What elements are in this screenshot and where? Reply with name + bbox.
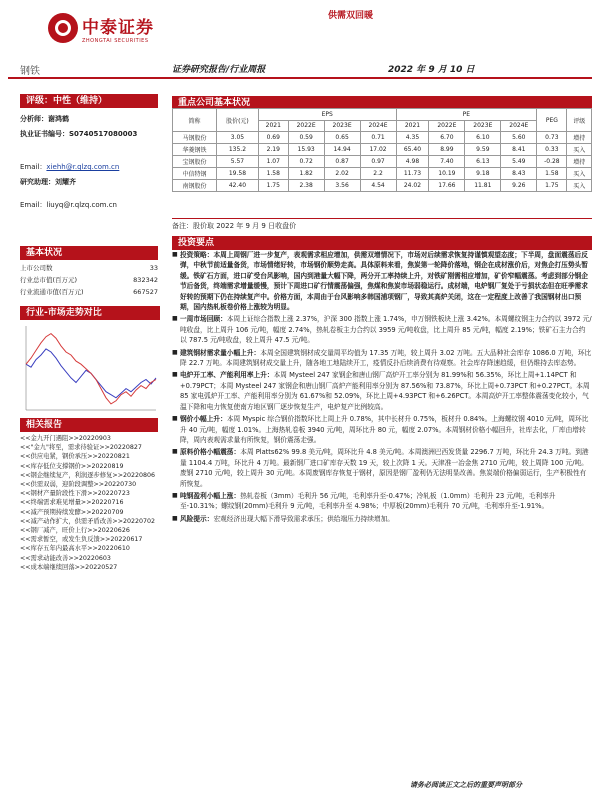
table-cell: 4.35	[396, 132, 429, 144]
email-label: Email：	[20, 163, 47, 171]
report-date: 2022 年 9 月 10 日	[388, 65, 475, 75]
table-cell: 2.19	[258, 144, 288, 156]
table-cell: 11.81	[465, 180, 501, 192]
paragraph-lead: 投资策略：	[180, 251, 214, 259]
related-report-link[interactable]: <<钢企继续复产，利润逐步修复>>20220806	[20, 471, 156, 479]
table-note: 备注：股价取 2022 年 9 月 9 日收盘价	[172, 218, 592, 231]
paragraph-lead: 建筑钢材需求量小幅上升：	[180, 348, 261, 357]
table-cell: 8.41	[501, 144, 537, 156]
table-cell: 0.71	[360, 132, 396, 144]
table-cell: 0.97	[360, 156, 396, 168]
col-peg: PEG	[537, 109, 567, 132]
col-pe: PE	[396, 109, 537, 121]
related-report-link[interactable]: <<金九开门遇阻>>20220903	[20, 435, 111, 442]
report-type: 证券研究报告/行业周报	[172, 65, 266, 75]
table-row	[173, 180, 592, 192]
related-report-link[interactable]: <<需求动能改善>>20220603	[20, 554, 111, 562]
table-cell: 0.72	[288, 156, 324, 168]
table-cell: 9.59	[465, 144, 501, 156]
paragraph-text: 本周上周钢厂进一步复产，表观需求相应增加，供需双增情况下，市场对后续需求恢复持谨慎观望态度；下半周，盘面震荡后反弹，中秋节前适量备货，市场情绪好转，市场钢价顺势走高。具体原料来看，焦炭第一轮降价落地，钢企在成材涨价后，对焦企打压势头暂缓。铁矿石方面，进口矿受台风影响，国内到港量大幅下降，两分开工率持续上升，对铁矿刚需相应增加，矿价窄幅震荡。考虑到部分钢企节后备货，终端需求增量缓慢，预计下周进口矿行情震荡偏强，焦煤和焦炭市场弱稳运行。成材端，电炉钢厂复处于亏损状态但在旺季需求好转的预期下仍在持续复产中。价格方面，本周由于台风影响多韩国浦项钢厂，导致其高炉关闭，这在一定程度上改善了我国钢材出口预期，国内热轧板卷价格上涨较为明显。	[180, 251, 588, 312]
table-cell: 5.49	[501, 156, 537, 168]
table-cell: 42.40	[217, 180, 259, 192]
report-headline: 供需双回暖	[328, 11, 374, 21]
table-cell: 19.58	[217, 168, 259, 180]
basic-info-table	[20, 262, 158, 298]
highlight-paragraph	[172, 250, 592, 312]
table-cell: 9.18	[465, 168, 501, 180]
related-report-link[interactable]: <<库存低位支撑钢价>>20220819	[20, 462, 124, 470]
bullet-icon: ■	[172, 415, 178, 423]
paragraph-text: 本周 Myspic 综合钢价指数环比上周上升 0.78%，其中长材升 0.75%，板材升 0.84%。上海螺纹钢 4010 元/吨，周环比升 40 元/吨，幅度 1.01%。上海热轧卷板 3940 元/吨，周环比升 80 元，幅度 2.07%。本周钢材价格小幅回升，社库去化，厂库由增转降，周内表观需求量有所恢复，钢价震荡走强。	[180, 415, 589, 444]
year-header: 2022E	[288, 120, 324, 132]
table-cell: 1.75	[537, 180, 567, 192]
table-cell: 8.99	[429, 144, 465, 156]
bullet-icon: ■	[172, 491, 178, 499]
table-cell: 14.94	[324, 144, 360, 156]
paragraph-body	[180, 348, 592, 369]
paragraph-lead: 原料价格小幅震荡：	[180, 448, 241, 457]
table-cell: 中信特钢	[173, 168, 217, 180]
table-cell: 7.40	[429, 156, 465, 168]
col-price: 股价(元)	[217, 109, 259, 132]
header-divider	[8, 77, 592, 79]
email-label: Email：	[20, 201, 47, 209]
table-cell: 3.05	[217, 132, 259, 144]
table-cell: 2.2	[360, 168, 396, 180]
bullet-icon: ■	[172, 448, 178, 456]
year-header: 2021	[258, 120, 288, 132]
market-trend-chart	[20, 320, 160, 420]
highlight-paragraph	[172, 314, 592, 345]
table-cell: 0.65	[324, 132, 360, 144]
related-report-link[interactable]: <<供需双弱，迎阶段调整>>20220730	[20, 481, 137, 489]
related-report-link[interactable]: <<减产预期持续发酵>>20220709	[20, 508, 124, 516]
basic-value: 667527	[133, 288, 158, 296]
highlight-paragraph	[172, 491, 592, 512]
highlight-paragraph	[172, 348, 592, 369]
table-cell: 2.38	[288, 180, 324, 192]
table-cell: 0.73	[537, 132, 567, 144]
table-cell: 17.02	[360, 144, 396, 156]
table-cell: 买入	[567, 168, 592, 180]
table-cell: 南钢股份	[173, 180, 217, 192]
col-rating: 评级	[567, 109, 592, 132]
table-cell: 4.98	[396, 156, 429, 168]
paragraph-body	[180, 514, 394, 524]
paragraph-lead: 吨钢盈利小幅上涨：	[180, 491, 241, 500]
assistant-label: 研究助理：	[20, 178, 55, 186]
table-cell: 买入	[567, 180, 592, 192]
table-row	[173, 144, 592, 156]
basic-row	[20, 262, 158, 274]
table-cell: 增持	[567, 132, 592, 144]
related-report-link[interactable]: <<减产动作扩大，供需矛盾改善>>20220702	[20, 517, 156, 525]
basic-value: 832342	[133, 276, 158, 284]
paragraph-text: 本周 Mysteel 247 家钢企和唐山钢厂高炉开工率分别为 81.99%和 56.35%，环比上周+1.14PCT 和+0.79PCT；本周 Mysteel 247 家钢企和唐山钢厂高炉产能利用率分别为 87.56%和 73.87%，环比上周+0.73PCT 和+0.27PCT。本周 85 家电弧炉开工率、产能利用率分别为 61.67%和 52.09%，环比上周+4.93PCT 和+6.26PCT。本周高炉开工率整体震荡变化较小，气温下降和电力恢复使南方地区钢厂逐步恢复生产，电炉复产比例较高。	[180, 371, 590, 411]
highlight-paragraph	[172, 370, 592, 412]
year-header: 2024E	[501, 120, 537, 132]
analyst-email-link[interactable]: xiehh@r.qlzq.com.cn	[46, 163, 120, 171]
paragraph-body	[180, 491, 592, 512]
table-cell: 6.10	[465, 132, 501, 144]
rating-badge: 评级：中性（维持）	[20, 94, 158, 108]
table-row	[173, 132, 592, 144]
related-report-link[interactable]: <<"金九"将至，需求待验证>>20220827	[20, 444, 142, 452]
brand-name-cn: 中泰证券	[82, 17, 154, 38]
bullet-icon: ■	[172, 371, 178, 379]
paragraph-lead: 风险提示：	[180, 514, 214, 523]
related-report-link[interactable]: <<需求暂空，或发生负反馈>>20220617	[20, 536, 143, 544]
table-cell: 5.60	[501, 132, 537, 144]
table-cell: 增持	[567, 156, 592, 168]
bullet-icon: ■	[172, 514, 178, 522]
investment-highlights	[172, 250, 592, 526]
market-chart-title: 行业-市场走势对比	[20, 306, 160, 320]
table-cell: 买入	[567, 144, 592, 156]
key-companies-table	[172, 108, 592, 192]
related-report-link[interactable]: <<终端需求难见增量>>20220716	[20, 499, 124, 507]
investment-highlights-title: 投资要点	[172, 236, 592, 250]
table-row	[173, 168, 592, 180]
paragraph-body	[180, 250, 592, 312]
table-cell: 135.2	[217, 144, 259, 156]
table-cell: 8.43	[501, 168, 537, 180]
basic-row	[20, 274, 158, 286]
license-label: 执业证书编号：	[20, 130, 69, 138]
paragraph-lead: 钢价小幅上升：	[180, 415, 227, 424]
paragraph-text: 本周上证综合指数上涨 2.37%，沪深 300 指数上涨 1.74%，申万钢铁板块上涨 3.42%。本周螺纹钢主力合约以 3972 元/吨收盘，比上周升 106 元/吨，幅度 2.74%，热轧卷板主力合约以 3959 元/吨收盘，比上周升 85 元/吨，幅度 2.19%；铁矿石主力合约以 787.5 元/吨收盘，较上周升 47.5 元/吨。	[180, 315, 592, 345]
paragraph-text: 宏观经济出现大幅下滑导致需求承压；供给端压力持续增加。	[213, 514, 394, 523]
table-cell: 宝钢股份	[173, 156, 217, 168]
paragraph-text: 热轧卷板（3mm）毛利升 56 元/吨，毛利率升至-0.47%；冷轧板（1.0mm）毛利升 23 元/吨，毛利率升至-10.31%；螺纹钢(20mm)毛利升 9 元/吨，毛利率升至 4.98%；中厚板(20mm)毛利升 70 元/吨，毛利率升至-1.91%。	[180, 491, 556, 511]
table-row	[173, 156, 592, 168]
bullet-icon: ■	[172, 315, 178, 323]
basic-label: 行业总市值(百万元)	[20, 276, 78, 284]
highlight-paragraph	[172, 514, 592, 524]
table-cell: 15.93	[288, 144, 324, 156]
paragraph-lead: 电炉开工率、产能利用率上升：	[180, 371, 274, 380]
highlight-paragraph	[172, 414, 592, 445]
table-cell: 4.54	[360, 180, 396, 192]
industry-label: 钢铁	[20, 66, 40, 77]
paragraph-text: 本周全国建筑钢材成交量周平均值为 17.35 万吨，较上周升 3.02 万吨。五大品种社会库存 1086.0 万吨，环比降 22.7 万吨。本周建筑钢材成交量上升，随各地工地陆续开工，疫情反扑后续消费有待观察。社会库存降速趋缓，但仍维持去库态势。	[180, 348, 592, 368]
highlight-paragraph	[172, 447, 592, 489]
year-header: 2024E	[360, 120, 396, 132]
table-cell: 1.58	[258, 168, 288, 180]
table-cell: 3.56	[324, 180, 360, 192]
table-cell: 0.33	[537, 144, 567, 156]
related-reports-title: 相关报告	[20, 418, 158, 432]
table-cell: 华菱钢铁	[173, 144, 217, 156]
year-header: 2023E	[465, 120, 501, 132]
table-cell: 6.13	[465, 156, 501, 168]
table-cell: 10.19	[429, 168, 465, 180]
table-cell: 1.82	[288, 168, 324, 180]
related-report-link[interactable]: <<成本端继续回落>>20220527	[20, 563, 118, 571]
assistant-name: 刘耀齐	[55, 178, 76, 186]
analyst-label: 分析师：	[20, 115, 48, 123]
table-cell: 0.69	[258, 132, 288, 144]
table-cell: 0.59	[288, 132, 324, 144]
license-number: S0740517080003	[69, 130, 138, 138]
table-cell: -0.28	[537, 156, 567, 168]
col-eps: EPS	[258, 109, 396, 121]
table-cell: 9.26	[501, 180, 537, 192]
table-cell: 1.07	[258, 156, 288, 168]
basic-info-title: 基本状况	[20, 246, 158, 260]
table-cell: 0.87	[324, 156, 360, 168]
paragraph-body	[180, 370, 592, 412]
analyst-name: 谢鸿鹤	[48, 115, 69, 123]
disclaimer-footer: 请务必阅读正文之后的重要声明部分	[410, 781, 522, 789]
related-report-link[interactable]: <<库存五年内最高水平>>20220610	[20, 545, 130, 553]
table-cell: 马钢股份	[173, 132, 217, 144]
paragraph-text: 本周 Platts62% 99.8 美元/吨，周环比升 4.8 美元/吨。本周澳洲巴西发货量 2296.7 万吨，环比升 24.3 万吨。到港量 1104.4 万吨，环比升 4 万吨。最新钢厂进口矿库存天数 19 天，较上次降 1 天。天津准一冶金焦 2710 元/吨，较上周降 100 元/吨。废钢 2710 元/吨，较上周升 30 元/吨。本周废钢库存恢复于钢材，原因是钢厂盈利仍无法明显改善。焦炭端价格偏弱运行，生产积极性有所恢复。	[180, 448, 589, 488]
table-cell: 65.40	[396, 144, 429, 156]
col-name: 简称	[173, 109, 217, 132]
table-cell: 1.58	[537, 168, 567, 180]
basic-row	[20, 286, 158, 298]
bullet-icon: ■	[172, 348, 178, 356]
related-report-link[interactable]: <<钢材产量阶段性下滑>>20220723	[20, 490, 130, 498]
year-header: 2021	[396, 120, 429, 132]
table-cell: 2.02	[324, 168, 360, 180]
analyst-info	[20, 112, 170, 213]
related-reports-list	[20, 434, 168, 572]
logo-icon	[48, 13, 78, 43]
paragraph-body	[180, 447, 592, 489]
year-header: 2022E	[429, 120, 465, 132]
paragraph-body	[180, 314, 592, 345]
table-cell: 6.70	[429, 132, 465, 144]
table-cell: 1.75	[258, 180, 288, 192]
related-report-link[interactable]: <<供应电紧，钢价承压>>20220821	[20, 453, 130, 461]
bullet-icon: ■	[172, 251, 178, 258]
assistant-email: liuyq@r.qlzq.com.cn	[46, 201, 117, 209]
key-companies-title: 重点公司基本状况	[172, 96, 592, 110]
brand-logo	[48, 10, 188, 46]
related-report-link[interactable]: <<钢厂减产，旺价上行>>20220626	[20, 527, 130, 535]
series-line-2	[26, 334, 156, 404]
paragraph-body	[180, 414, 592, 445]
paragraph-lead: 一周市场回顾：	[180, 315, 227, 324]
table-cell: 11.73	[396, 168, 429, 180]
basic-value: 33	[149, 264, 158, 272]
table-cell: 5.57	[217, 156, 259, 168]
table-cell: 17.66	[429, 180, 465, 192]
basic-label: 上市公司数	[20, 264, 53, 272]
table-cell: 24.02	[396, 180, 429, 192]
brand-name-en: ZHONGTAI SECURITIES	[82, 37, 149, 44]
year-header: 2023E	[324, 120, 360, 132]
basic-label: 行业流通市值(百万元)	[20, 288, 84, 296]
